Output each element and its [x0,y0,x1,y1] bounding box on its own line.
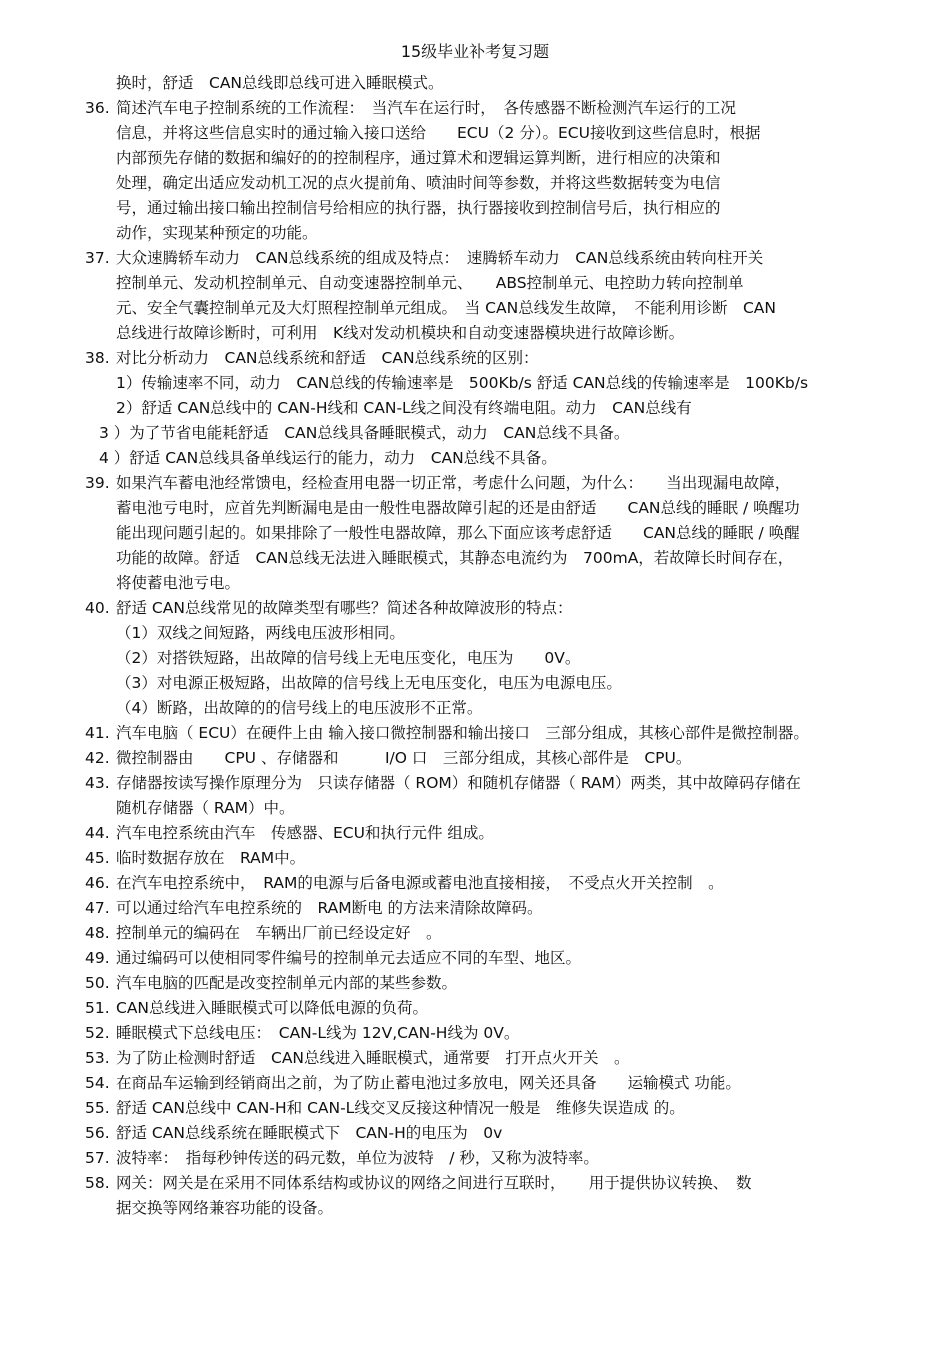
line-text: 波特率： 指每秒钟传送的码元数，单位为波特 / 秒，又称为波特率。 [116,1149,599,1167]
text-line [85,1046,925,1071]
line-text: 控制单元、发动机控制单元、自动变速器控制单元、 ABS控制单元、电控助力转向控制单 [116,274,744,292]
question-number: 36. [85,99,110,117]
question-number: 47. [85,899,110,917]
line-text: 存储器按读写操作原理分为 只读存储器（ ROM）和随机存储器（ RAM）两类，其中故障码存储在 [116,774,801,792]
line-text: 2）舒适 CAN总线中的 CAN-H线和 CAN-L线之间没有终端电阻。动力 CAN总线有 [116,399,692,417]
question-number: 44. [85,824,110,842]
line-text: 临时数据存放在 RAM中。 [116,849,306,867]
line-text: 微控制器由 CPU 、存储器和 I/O 口 三部分组成，其核心部件是 CPU。 [116,749,692,767]
line-text: （4）断路，出故障的的信号线上的电压波形不正常。 [116,699,483,717]
line-text: 蓄电池亏电时，应首先判断漏电是由一般性电器故障引起的还是由舒适 CAN总线的睡眠 / 唤醒功 [116,499,800,517]
text-line [85,196,925,221]
line-text: 处理，确定出适应发动机工况的点火提前角、喷油时间等参数，并将这些数据转变为电信 [116,174,721,192]
page-title: 15级毕业补考复习题 [400,42,550,61]
line-text: 能出现问题引起的。如果排除了一般性电器故障，那么下面应该考虑舒适 CAN总线的睡眠 / 唤醒 [116,524,800,542]
line-text: 简述汽车电子控制系统的工作流程： 当汽车在运行时， 各传感器不断检测汽车运行的工况 [116,99,737,117]
question-number: 43. [85,774,110,792]
line-text: 控制单元的编码在 车辆出厂前已经设定好 。 [116,924,442,942]
question-number: 48. [85,924,110,942]
question-number: 38. [85,349,110,367]
line-text: 随机存储器（ RAM）中。 [116,799,295,817]
line-text: 换时，舒适 CAN总线即总线可进入睡眠模式。 [116,74,444,92]
text-line [85,1071,925,1096]
text-line [85,71,925,96]
line-text: 大众速腾轿车动力 CAN总线系统的组成及特点： 速腾轿车动力 CAN总线系统由转向柱开关 [116,249,764,267]
question-number: 37. [85,249,110,267]
line-text: 信息，并将这些信息实时的通过输入接口送给 ECU（2 分）。ECU接收到这些信息时，根据 [116,124,761,142]
line-text: （1）双线之间短路，两线电压波形相同。 [116,624,405,642]
line-text: 据交换等网络兼容功能的设备。 [116,1199,334,1217]
line-text: （3）对电源正极短路，出故障的信号线上无电压变化，电压为电源电压。 [116,674,622,692]
text-line [85,721,925,746]
question-number: 56. [85,1124,110,1142]
question-number: 52. [85,1024,110,1042]
line-text: 可以通过给汽车电控系统的 RAM断电 的方法来清除故障码。 [116,899,543,917]
text-line [85,1196,925,1221]
text-line [85,446,925,471]
text-line [85,246,925,271]
text-line [85,1146,925,1171]
text-line [85,846,925,871]
question-number: 58. [85,1174,110,1192]
text-line [85,321,925,346]
text-line [85,946,925,971]
question-number: 41. [85,724,110,742]
question-number: 46. [85,874,110,892]
text-line [85,771,925,796]
line-text: 汽车电控系统由汽车 传感器、ECU和执行元件 组成。 [116,824,494,842]
line-text: 如果汽车蓄电池经常馈电，经检查用电器一切正常，考虑什么问题，为什么： 当出现漏电故障， [116,474,791,492]
question-number: 39. [85,474,110,492]
text-line [85,121,925,146]
line-text: 在汽车电控系统中， RAM的电源与后备电源或蓄电池直接相接， 不受点火开关控制 。 [116,874,724,892]
line-text: 元、安全气囊控制单元及大灯照程控制单元组成。 当 CAN总线发生故障， 不能利用诊断 CAN [116,299,776,317]
question-number: 57. [85,1149,110,1167]
text-line [85,871,925,896]
text-line [85,996,925,1021]
line-text: 4 ）舒适 CAN总线具备单线运行的能力，动力 CAN总线不具备。 [99,449,557,467]
text-line [85,146,925,171]
line-text: 舒适 CAN总线中 CAN-H和 CAN-L线交叉反接这种情况一般是 维修失误造成 的。 [116,1099,685,1117]
text-line [85,496,925,521]
line-text: 内部预先存储的数据和编好的的控制程序，通过算术和逻辑运算判断，进行相应的决策和 [116,149,721,167]
text-line [85,1021,925,1046]
text-line [85,96,925,121]
text-line [85,596,925,621]
text-line [85,621,925,646]
line-text: CAN总线进入睡眠模式可以降低电源的负荷。 [116,999,429,1017]
text-line [85,646,925,671]
question-number: 42. [85,749,110,767]
text-line [85,171,925,196]
text-line [85,471,925,496]
text-line [85,346,925,371]
text-line [85,1171,925,1196]
line-text: 汽车电脑（ ECU）在硬件上由 输入接口微控制器和输出接口 三部分组成，其核心部件是微控制器。 [116,724,809,742]
line-text: 舒适 CAN总线系统在睡眠模式下 CAN-H的电压为 0v [116,1124,503,1142]
text-line [85,546,925,571]
text-line [85,696,925,721]
text-line [85,371,925,396]
question-number: 51. [85,999,110,1017]
line-text: 对比分析动力 CAN总线系统和舒适 CAN总线系统的区别： [116,349,539,367]
text-line [85,1096,925,1121]
line-text: 汽车电脑的匹配是改变控制单元内部的某些参数。 [116,974,458,992]
line-text: 睡眠模式下总线电压： CAN-L线为 12V,CAN-H线为 0V。 [116,1024,520,1042]
text-line [85,796,925,821]
line-text: 动作，实现某种预定的功能。 [116,224,318,242]
text-line [85,671,925,696]
question-number: 55. [85,1099,110,1117]
line-text: 舒适 CAN总线常见的故障类型有哪些？简述各种故障波形的特点： [116,599,573,617]
text-line [85,1121,925,1146]
text-line [85,521,925,546]
line-text: 1）传输速率不同，动力 CAN总线的传输速率是 500Kb/s 舒适 CAN总线的传输速率是 100Kb/s [116,374,809,392]
line-text: 功能的故障。舒适 CAN总线无法进入睡眠模式，其静态电流约为 700mA，若故障长时间存在， [116,549,794,567]
text-line [85,971,925,996]
text-line [85,921,925,946]
text-line [85,746,925,771]
text-line [85,296,925,321]
question-number: 53. [85,1049,110,1067]
line-text: 为了防止检测时舒适 CAN总线进入睡眠模式，通常要 打开点火开关 。 [116,1049,630,1067]
line-text: 通过编码可以使相同零件编号的控制单元去适应不同的车型、地区。 [116,949,582,967]
text-line [85,271,925,296]
question-number: 54. [85,1074,110,1092]
line-text: 在商品车运输到经销商出之前，为了防止蓄电池过多放电，网关还具备 运输模式 功能。 [116,1074,741,1092]
document-body [85,71,925,1221]
question-number: 40. [85,599,110,617]
line-text: 将使蓄电池亏电。 [116,574,241,592]
text-line [85,396,925,421]
text-line [85,421,925,446]
line-text: （2）对搭铁短路，出故障的信号线上无电压变化，电压为 0V。 [116,649,581,667]
line-text: 3 ）为了节省电能耗舒适 CAN总线具备睡眠模式，动力 CAN总线不具备。 [99,424,630,442]
text-line [85,896,925,921]
question-number: 50. [85,974,110,992]
text-line [85,571,925,596]
line-text: 网关：网关是在采用不同体系结构或协议的网络之间进行互联时， 用于提供协议转换、 数 [116,1174,752,1192]
text-line [85,221,925,246]
line-text: 总线进行故障诊断时，可利用 K线对发动机模块和自动变速器模块进行故障诊断。 [116,324,685,342]
question-number: 45. [85,849,110,867]
question-number: 49. [85,949,110,967]
text-line [85,821,925,846]
line-text: 号，通过输出接口输出控制信号给相应的执行器，执行器接收到控制信号后，执行相应的 [116,199,721,217]
